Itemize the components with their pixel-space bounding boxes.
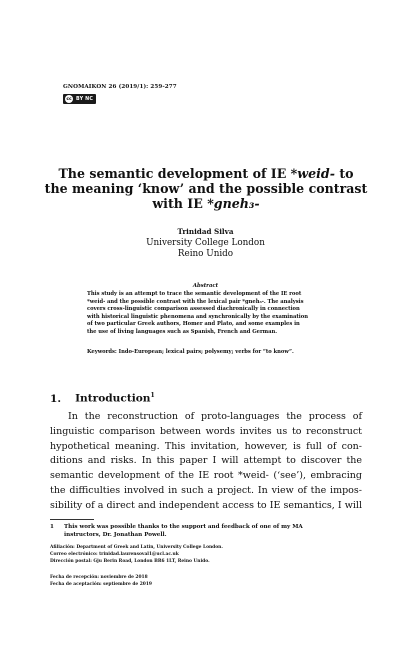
keywords: Keywords: Indo-European; lexical pairs; polysemy; verbs for “to know”. xyxy=(87,349,294,355)
body-line: linguistic comparison between words invites us to reconstruct xyxy=(50,425,362,437)
title-line3-pre: with IE xyxy=(152,196,208,211)
footnote-line1: This work was possible thanks to the support and feedback of one of my MA xyxy=(64,524,303,530)
abstract-text xyxy=(87,291,337,336)
body-line: the difficulties involved in such a project. In view of the impos- xyxy=(50,484,362,496)
footnote-divider xyxy=(50,519,94,520)
section-title: Introduction xyxy=(75,392,151,405)
meta-received: Fecha de recepción: noviembre de 2018 xyxy=(50,575,148,580)
section-heading xyxy=(50,392,155,405)
author-name: Trinidad Silva xyxy=(177,227,234,236)
meta-email: Correo electrónico: trinidad.laurensoval1@ucl.ac.uk xyxy=(50,551,179,557)
body-line: hypothetical meaning. This invitation, however, is full of con- xyxy=(50,440,362,452)
abstract-heading: Abstract xyxy=(192,283,219,289)
title-line3-term: *gneh₃- xyxy=(207,196,260,211)
affiliation-line2: Reino Unido xyxy=(177,248,234,259)
footnote xyxy=(50,523,350,539)
abstract-line: with historical linguistic phenomena and synchronically by the examination xyxy=(87,313,309,320)
section-number: 1. xyxy=(50,392,62,405)
body-line: sibility of a direct and independent access to IE semantics, I will xyxy=(50,499,362,511)
dates-info xyxy=(50,575,350,589)
meta-accepted: Fecha de aceptación: septiembre de 2019 xyxy=(50,581,152,587)
journal-reference: GNOMAIKON 26 (2019/1): 259-277 xyxy=(63,84,177,90)
title-line2: the meaning ‘know’ and the possible contrast xyxy=(44,181,368,196)
abstract-line: the use of living languages such as Spanish, French and German. xyxy=(87,328,278,335)
footnote-line2: instructors, Dr. Jonathan Powell. xyxy=(64,532,167,538)
abstract-line: covers cross-linguistic comparison assessed diachronically in connection xyxy=(87,306,300,312)
footnote-ref[interactable]: 1 xyxy=(150,392,155,399)
affiliation-line1: University College London xyxy=(146,238,265,248)
footnote-marker: 1 xyxy=(50,524,54,530)
abstract-line: of two particular Greek authors, Homer and Plato, and some examples in xyxy=(87,321,300,327)
license-text: BY NC xyxy=(76,96,94,102)
contact-info xyxy=(50,545,350,565)
body-line: In the reconstruction of proto-languages the process of xyxy=(68,411,362,422)
author-affiliation xyxy=(0,238,411,259)
title-line1-post: to xyxy=(334,166,354,181)
article-title xyxy=(40,166,372,211)
title-line1-term: *weid- xyxy=(290,166,335,181)
meta-affiliation: Afiliación: Department of Greek and Latin, University College London. xyxy=(50,545,223,550)
meta-postal: Dirección postal: Gju Berin Road, London BR6 1LT, Reino Unido. xyxy=(50,558,210,564)
body-paragraph xyxy=(50,410,362,514)
license-badge[interactable] xyxy=(63,94,96,104)
abstract-line: *weid- and the possible contrast with the lexical pair *gneh₃-. The analysis xyxy=(87,298,304,305)
title-line1-pre: The semantic development of IE xyxy=(58,166,291,181)
cc-logo-icon: cc xyxy=(66,96,72,102)
abstract-line: This study is an attempt to trace the semantic development of the IE root xyxy=(87,291,302,297)
body-line: ditions and risks. In this paper I will attempt to discover the xyxy=(50,455,362,467)
body-line: semantic development of the IE root *weid- (‘see’), embracing xyxy=(50,470,362,482)
